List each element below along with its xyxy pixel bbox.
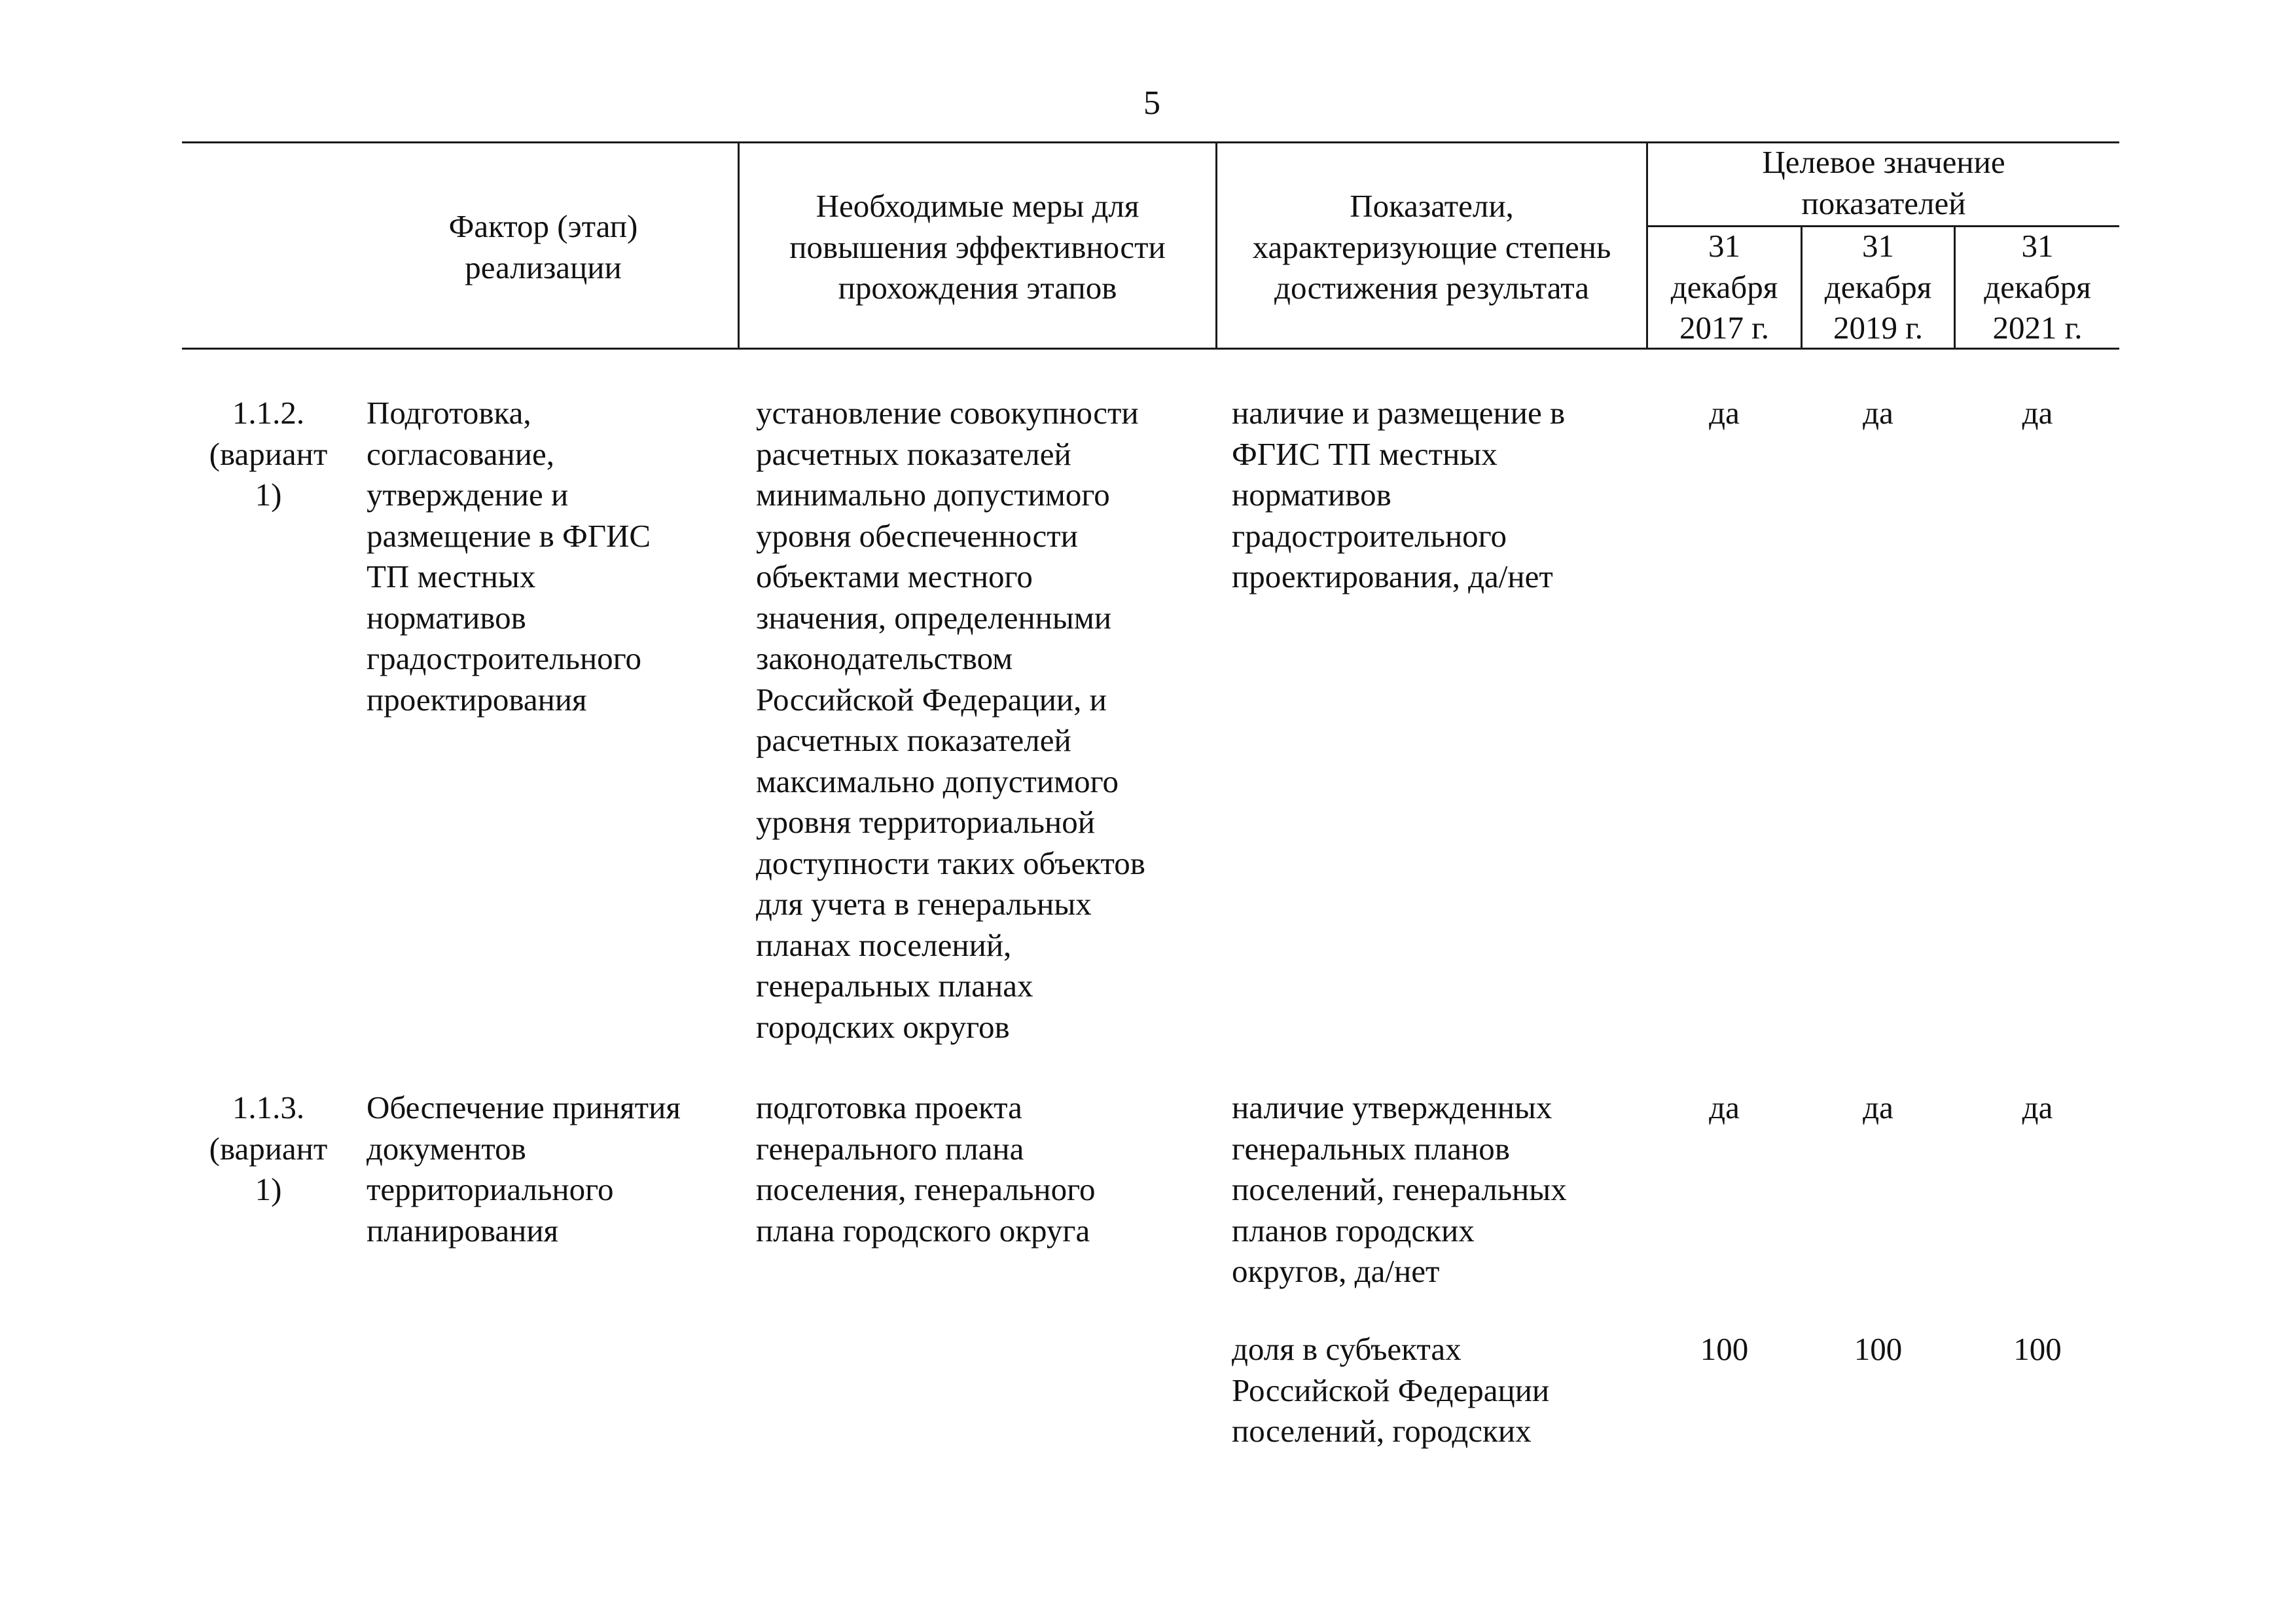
header-year-2021: 31 декабря 2021 г. [1984,228,2091,346]
row-value-2021: да [2022,1089,2053,1125]
row-factor: Обеспечение принятия документов территориального планирования [367,1089,681,1249]
row-number: 1.1.2. (вариант 1) [209,395,328,513]
row-value-2017: 100 [1700,1331,1749,1367]
row-measures: подготовка проекта генерального плана поселения, генерального плана городского округа [756,1089,1096,1249]
row-indicator: доля в субъектах Российской Федерации поселений, городских [1232,1331,1550,1449]
header-factor: Фактор (этап) реализации [448,208,638,285]
row-value-2021: 100 [2013,1331,2062,1367]
row-value-2017: да [1709,1089,1740,1125]
row-factor: Подготовка, согласование, утверждение и размещение в ФГИС ТП местных нормативов градостроительного проектирования [367,395,651,718]
row-measures: установление совокупности расчетных показателей минимально допустимого уровня обеспеченности объектами местного значения, определенными законодательством Российской Федерации, и расчетных показателей максимально допустимого уровня территориальной доступности таких объектов для учета в генеральных планах поселений, генеральных планах городских округов [756,395,1145,1045]
row-number: 1.1.3. (вариант 1) [209,1089,328,1207]
header-measures: Необходимые меры для повышения эффективности прохождения этапов [789,188,1166,306]
header-indicators: Показатели, характеризующие степень достижения результата [1252,188,1611,306]
row-value-2019: да [1863,1089,1893,1125]
row-value-2021: да [2022,395,2053,431]
row-indicator: наличие утвержденных генеральных планов поселений, генеральных планов городских округов, да/нет [1232,1089,1567,1289]
row-value-2017: да [1709,395,1740,431]
page-number: 5 [1143,84,1160,122]
header-year-2019: 31 декабря 2019 г. [1824,228,1932,346]
row-indicator: наличие и размещение в ФГИС ТП местных нормативов градостроительного проектирования, да/нет [1232,395,1566,594]
header-year-2017: 31 декабря 2017 г. [1670,228,1778,346]
header-target-value: Целевое значение показателей [1762,144,2005,221]
row-value-2019: да [1863,395,1893,431]
row-value-2019: 100 [1854,1331,1903,1367]
